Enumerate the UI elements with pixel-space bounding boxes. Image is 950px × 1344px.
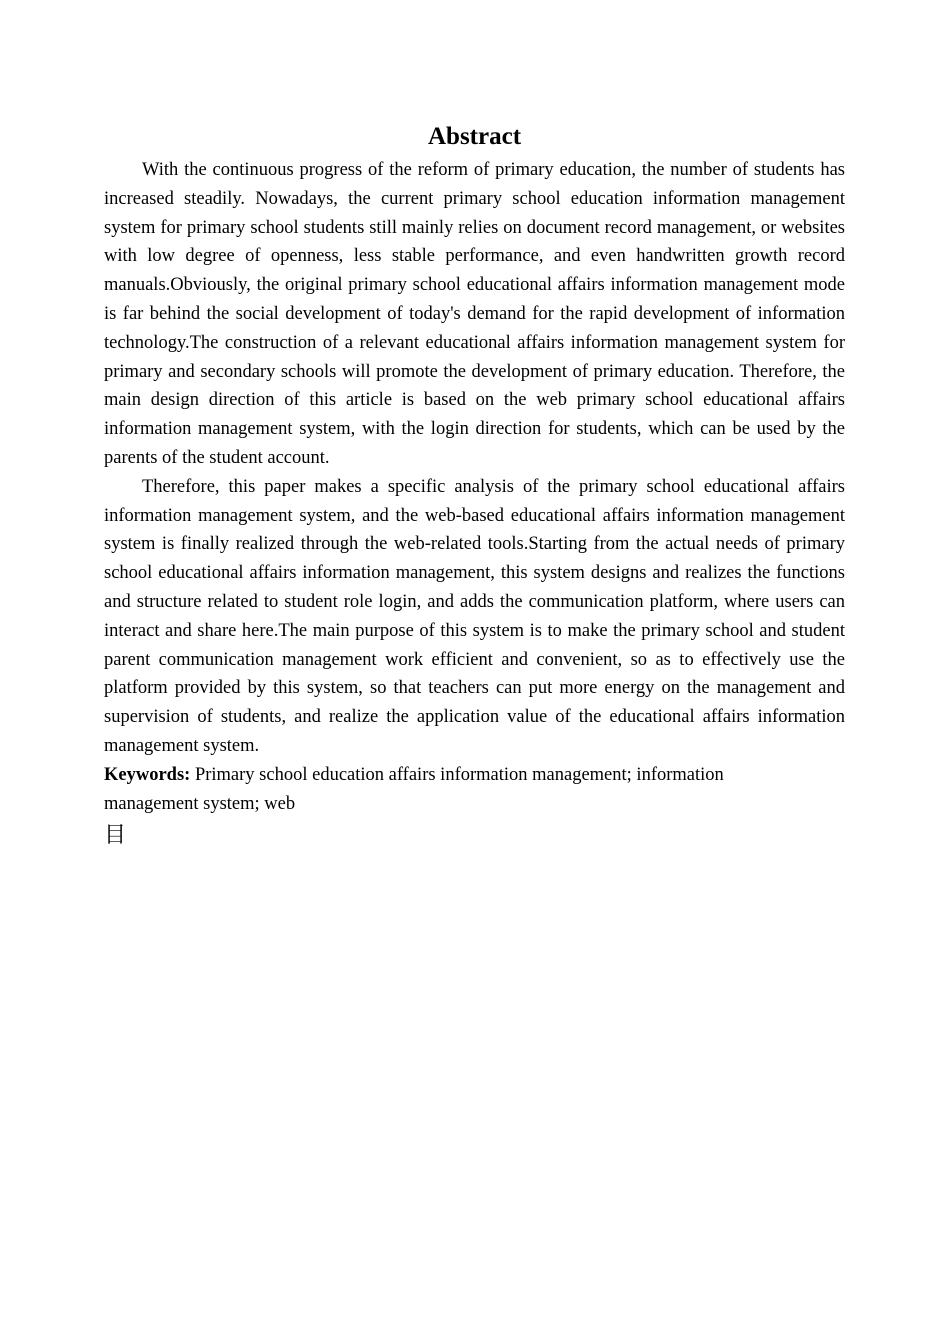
abstract-paragraph-1: With the continuous progress of the reform of primary education, the number of students has increased steadily. Nowadays, the current primary school education information management system for primary school students still mainly relies on document record management, or websites with low degree of openness, less stable performance, and even handwritten growth record manuals.Obviously, the original primary school educational affairs information management mode is far behind the social development of today's demand for the rapid development of information technology.The construction of a relevant educational affairs information management system for primary and secondary schools will promote the development of primary education. Therefore, the main design direction of this article is based on the web primary school educational affairs information management system, with the login direction for students, which can be used by the parents of the student account. — [104, 160, 845, 468]
document-page — [104, 118, 845, 852]
abstract-paragraph-2: Therefore, this paper makes a specific analysis of the primary school educational affairs information management system, and the web-based educational affairs information management system is finally realized through the web-related tools.Starting from the actual needs of primary school educational affairs information management, this system designs and realizes the functions and structure related to student role login, and adds the communication platform, where users can interact and share here.The main purpose of this system is to make the primary school and student parent communication management work efficient and convenient, so as to effectively use the platform provided by this system, so that teachers can put more energy on the management and supervision of students, and realize the application value of the educational affairs information management system. — [104, 476, 845, 756]
keywords-line — [104, 761, 764, 819]
keywords-label: Keywords: — [104, 764, 191, 785]
abstract-title: Abstract — [427, 123, 522, 150]
keywords-text: Primary school education affairs information management; information management system; web — [104, 764, 724, 814]
toc-heading: 目 — [104, 823, 127, 849]
